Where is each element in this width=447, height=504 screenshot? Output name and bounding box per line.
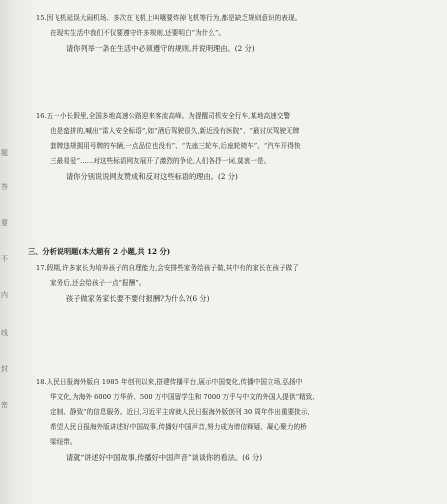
question-17-text: 家务后,还会给孩子一点“报酬”。 xyxy=(50,279,146,287)
question-15-text: 15.因飞机延误大闹机场、多次在飞机上叫嚷要炸掉飞机等行为,都是缺乏规则意识的表现。 xyxy=(36,14,302,22)
binding-char: 封 xyxy=(1,365,8,373)
binding-char: 内 xyxy=(1,291,8,299)
question-15-prompt: 请你列举一条在生活中必须遵守的规则,并说明理由。(2 分) xyxy=(66,44,255,53)
question-18-text: 华文化,为海外 6000 万华侨、500 万中国留学生和 7000 万乎与中文的外国人提供“精致、 xyxy=(50,393,319,401)
question-17-text: 17.假期,许多家长为培养孩子的自理能力,会安排些家务给孩子做,其中有的家长在孩子做了 xyxy=(36,264,299,272)
question-18-text: 希望人民日报海外版讲述好中国故事,传播好中国声音,努力成为增信释疑、凝心聚力的桥 xyxy=(50,423,307,431)
question-18-prompt: 请就“讲述好中国故事,传播好中国声音”谈谈你的看法。(6 分) xyxy=(66,453,263,462)
binding-char: 不 xyxy=(1,255,8,263)
binding-char: 答 xyxy=(1,183,8,191)
question-18-text: 定制、静致”的信息服务。近日,习近平主席就人民日报海外版创刊 30 周年作出重要批示, xyxy=(50,408,310,416)
question-16 xyxy=(36,109,426,184)
question-18 xyxy=(36,375,426,465)
binding-char: 密 xyxy=(1,401,8,409)
section-three-heading: 三、分析说明题(本大题有 2 小题,共 12 分) xyxy=(28,247,171,256)
binding-char: 题 xyxy=(1,149,8,157)
binding-char: 要 xyxy=(1,219,8,227)
question-16-text: 三最易爱”……对这些标语网友展开了激烈的争论,人们各抒一词,莫衷一是。 xyxy=(50,157,271,165)
question-15 xyxy=(36,11,426,56)
question-17 xyxy=(36,261,426,306)
question-16-text: 也是蛮拼的,喊出“雷人安全标语”,如“酒后驾驶很久,新近没有医院”、“最讨厌驾驶无牌 xyxy=(50,127,300,135)
question-15-text: 在现实生活中我们不仅要遵守许多规则,还要明白“为什么”。 xyxy=(50,29,226,37)
question-16-text: 套牌违规拥用号牌的车辆,一点品位也没有”、“先座三轮车,后座轮椅车”、“汽车开得快 xyxy=(50,142,301,150)
question-16-text: 16.五一小长假里,全国多地高速公路迎来客流高峰。为提醒司机安全行车,某地高速交警 xyxy=(36,112,291,120)
binding-char: 线 xyxy=(1,329,8,337)
question-17-prompt: 孩子做家务家长要不要付报酬?为什么?(6 分) xyxy=(66,294,210,303)
question-16-prompt: 请你分别说说网友赞成和反对这些标语的理由。(2 分) xyxy=(66,172,238,181)
question-18-text: 梁纽带。 xyxy=(50,438,77,446)
question-18-text: 18.人民日报海外版自 1985 年创刊以来,搭建传播平台,展示中国变化,传播中国立场,弘扬中 xyxy=(36,378,303,386)
